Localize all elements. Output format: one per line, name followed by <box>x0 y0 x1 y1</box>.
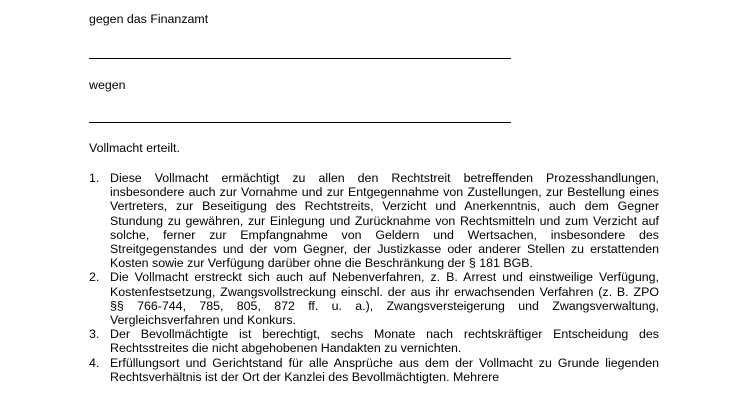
granted-text: Vollmacht erteilt. <box>89 141 180 155</box>
clause-list <box>89 171 659 384</box>
against-blank-line <box>89 58 511 59</box>
clause-number: 4. <box>89 355 100 370</box>
clause-text: Der Bevollmächtigte ist berechtigt, sechs Monate nach rechtskräftiger Entscheidung des Rechtsstreites die nicht abgehobenen Handakten zu vernichten. <box>110 327 659 356</box>
regarding-blank-line <box>89 122 511 123</box>
clause-item <box>89 356 659 384</box>
clause-text: Erfüllungsort und Gerichtstand für alle Ansprüche aus dem der Vollmacht zu Grunde liegenden Rechtsverhältnis ist der Ort der Kanzlei des Bevollmächtigten. Mehrere <box>110 355 659 384</box>
clause-item <box>89 270 659 327</box>
regarding-label: wegen <box>89 78 126 92</box>
clause-number: 1. <box>89 171 100 185</box>
against-label: gegen das Finanzamt <box>89 12 209 26</box>
clause-number: 3. <box>89 327 100 342</box>
clause-text: Die Vollmacht erstreckt sich auch auf Nebenverfahren, z. B. Arrest und einstweilige Verfügung, Kostenfestsetzung, Zwangsvollstreckung einschl. der aus ihr erwachsenden Verfahren (z. B. ZPO §§ 766-744, 785, 805, 872 ff. u. a.), Zwangsversteigerung und Zwangsverwaltung, Vergleichsverfahren und Konkurs. <box>110 270 659 328</box>
clause-number: 2. <box>89 270 100 285</box>
clause-text: Diese Vollmacht ermächtigt zu allen den Rechtstreit betreffenden Prozesshandlungen, insbesondere auch zur Vornahme und zur Entgegennahme von Zustellungen, zur Bestellung eines Vertreters, zur Beseitigung des Rechtstreits, Verzicht und Anerkenntnis, auch dem Gegner Stundung zu gewähren, zur Einlegung und Zurücknahme von Rechtsmitteln und zum Verzicht auf solche, ferner zur Empfangnahme von Geldern und Wertsachen, insbesondere des Streitgegenstandes und der vom Gegner, der Justizkasse oder anderer Stellen zu erstattenden Kosten sowie zur Verfügung darüber ohne die Beschränkung der § 181 BGB. <box>110 171 659 271</box>
clause-item <box>89 327 659 355</box>
clause-item <box>89 171 659 270</box>
